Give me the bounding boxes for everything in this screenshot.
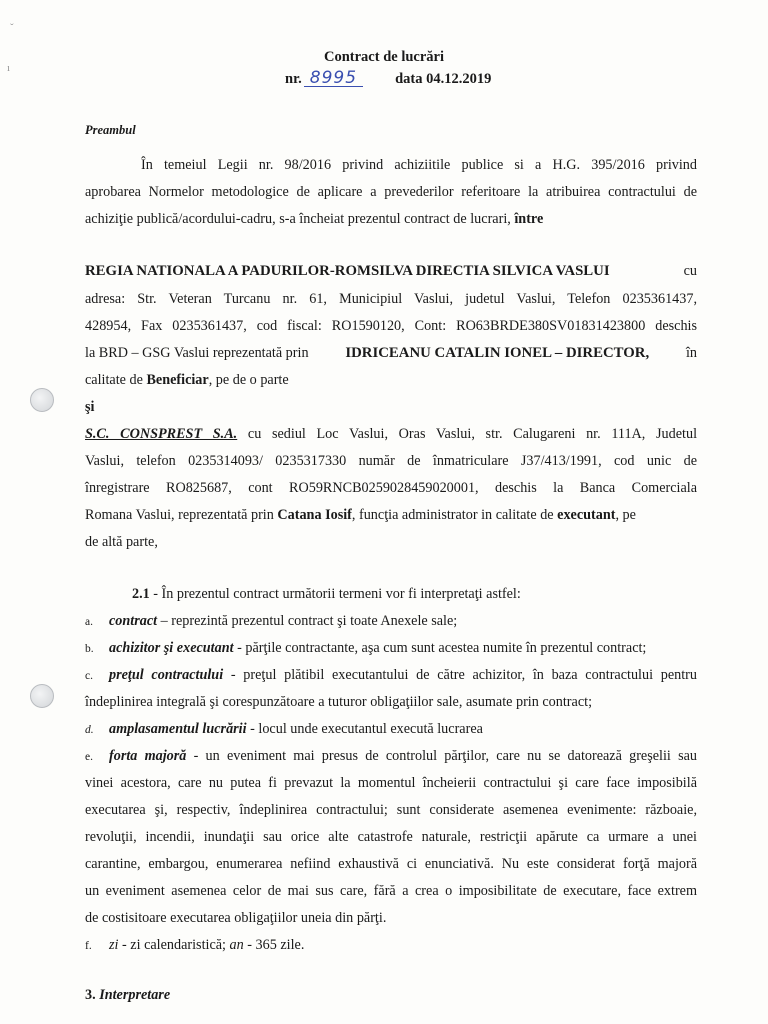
definition-item: d. amplasamentul lucrării - locul unde executantul execută lucrarea bbox=[85, 721, 483, 737]
document-title: Contract de lucrări bbox=[324, 49, 444, 65]
definition-item-cont: executarea şi, respectiv, îndeplinirea contractului; sunt considerate asemenea evenimente: războaie, bbox=[85, 802, 697, 818]
and-separator: şi bbox=[85, 399, 95, 415]
definition-term: forta majoră bbox=[109, 748, 187, 764]
definition-item-cont: de costisitoare executarea obligaţiilor uneia din părţi. bbox=[85, 910, 387, 926]
definition-term: zi bbox=[109, 937, 119, 953]
definition-item: c. preţul contractului - preţul plătibil executantului de către achizitor, în baza contractului pentru bbox=[85, 667, 697, 683]
definition-term: amplasamentul lucrării bbox=[109, 721, 247, 737]
definition-item-cont: vinei acestora, care nu putea fi prevazut la momentul încheierii contractului şi care face imposibilă bbox=[85, 775, 697, 791]
contractor-line: înregistrare RO825687, cont RO59RNCB0259028459020001, deschis la Banca Comerciala bbox=[85, 480, 697, 496]
beneficiary-line: adresa: Str. Veteran Turcanu nr. 61, Municipiul Vaslui, judetul Vaslui, Telefon 0235361437, bbox=[85, 291, 697, 307]
definition-item: f. zi - zi calendaristică; an - 365 zile. bbox=[85, 937, 305, 953]
contractor-line: Romana Vaslui, reprezentată prin Catana Iosif, funcţia administrator in calitate de executant, pe bbox=[85, 507, 636, 523]
section-3-heading: 3. Interpretare bbox=[85, 987, 171, 1003]
definition-term: preţul contractului bbox=[109, 667, 224, 683]
section-2-1-intro: 2.1 - În prezentul contract următorii termeni vor fi interpretaţi astfel: bbox=[132, 586, 521, 602]
contractor-role: executant bbox=[557, 507, 616, 523]
definition-term: contract bbox=[109, 613, 158, 629]
number-label: nr. bbox=[285, 71, 302, 87]
contractor-line: de altă parte, bbox=[85, 534, 158, 550]
definition-item: e. forta majoră - un eveniment mai presus de controlul părţilor, care nu se datorează greşelii sau bbox=[85, 748, 698, 764]
scan-mark: ˇ bbox=[10, 22, 14, 34]
preamble-line: În temeiul Legii nr. 98/2016 privind achiziitile publice si a H.G. 395/2016 privind bbox=[141, 157, 697, 173]
definition-item-cont: revoluţii, incendii, inundaţii sau orice alte catastrofe naturale, restricţii apărute ca urmare a unei bbox=[85, 829, 697, 845]
contractor-representative: Catana Iosif bbox=[277, 507, 352, 523]
definition-term: achizitor şi executant bbox=[109, 640, 234, 656]
beneficiary-role: Beneficiar bbox=[146, 372, 209, 388]
handwritten-contract-number: 8995 bbox=[304, 70, 363, 87]
definition-term: an bbox=[229, 937, 244, 953]
punch-hole bbox=[30, 684, 54, 708]
contract-number-line bbox=[285, 70, 491, 88]
contract-date: data 04.12.2019 bbox=[395, 71, 492, 87]
scan-mark: ı bbox=[7, 62, 11, 74]
definition-item-cont: un eveniment asemenea celor de mai sus care, fără a crea o imposibilitate de executare, face extrem bbox=[85, 883, 697, 899]
definition-item: a. contract – reprezintă prezentul contract şi toate Anexele sale; bbox=[85, 613, 458, 629]
contractor-line: S.C. CONSPREST S.A. cu sediul Loc Vaslui, Oras Vaslui, str. Calugareni nr. 111A, Judetul bbox=[85, 426, 698, 442]
punch-hole bbox=[30, 388, 54, 412]
beneficiary-line: 428954, Fax 0235361437, cod fiscal: RO1590120, Cont: RO63BRDE380SV01831423800 deschis bbox=[85, 318, 697, 334]
preamble-line: aprobarea Normelor metodologice de aplicare a prevederilor referitoare la atribuirea contractului de bbox=[85, 184, 697, 200]
contractor-line: Vaslui, telefon 0235314093/ 0235317330 număr de înmatriculare J37/413/1991, cod unic de bbox=[85, 453, 697, 469]
definition-item-cont: îndeplinirea integrală şi corespunzătoare a tuturor obligaţiilor sale, asumate prin contract; bbox=[85, 694, 593, 710]
preamble-heading: Preambul bbox=[85, 123, 136, 137]
beneficiary-representative: IDRICEANU CATALIN IONEL – DIRECTOR, bbox=[345, 345, 650, 361]
preamble-line: achiziţie publică/acordului-cadru, s-a încheiat prezentul contract de lucrari, între bbox=[85, 211, 544, 227]
beneficiary-line: la BRD – GSG Vaslui reprezentată prin IDRICEANU CATALIN IONEL – DIRECTOR, în bbox=[85, 340, 697, 367]
beneficiary-line: REGIA NATIONALA A PADURILOR-ROMSILVA DIRECTIA SILVICA VASLUI cu bbox=[85, 258, 697, 285]
definition-item: b. achizitor şi executant - părţile contractante, aşa cum sunt acestea numite în prezentul contract; bbox=[85, 640, 647, 656]
beneficiary-name: REGIA NATIONALA A PADURILOR-ROMSILVA DIRECTIA SILVICA VASLUI bbox=[85, 263, 610, 279]
contractor-name: S.C. CONSPREST S.A. bbox=[85, 426, 238, 442]
beneficiary-line: calitate de Beneficiar, pe de o parte bbox=[85, 372, 289, 388]
definition-item-cont: carantine, embargou, enumerarea nefiind exhaustivă ci enunciativă. Nu este considerat forţă majoră bbox=[85, 856, 697, 872]
